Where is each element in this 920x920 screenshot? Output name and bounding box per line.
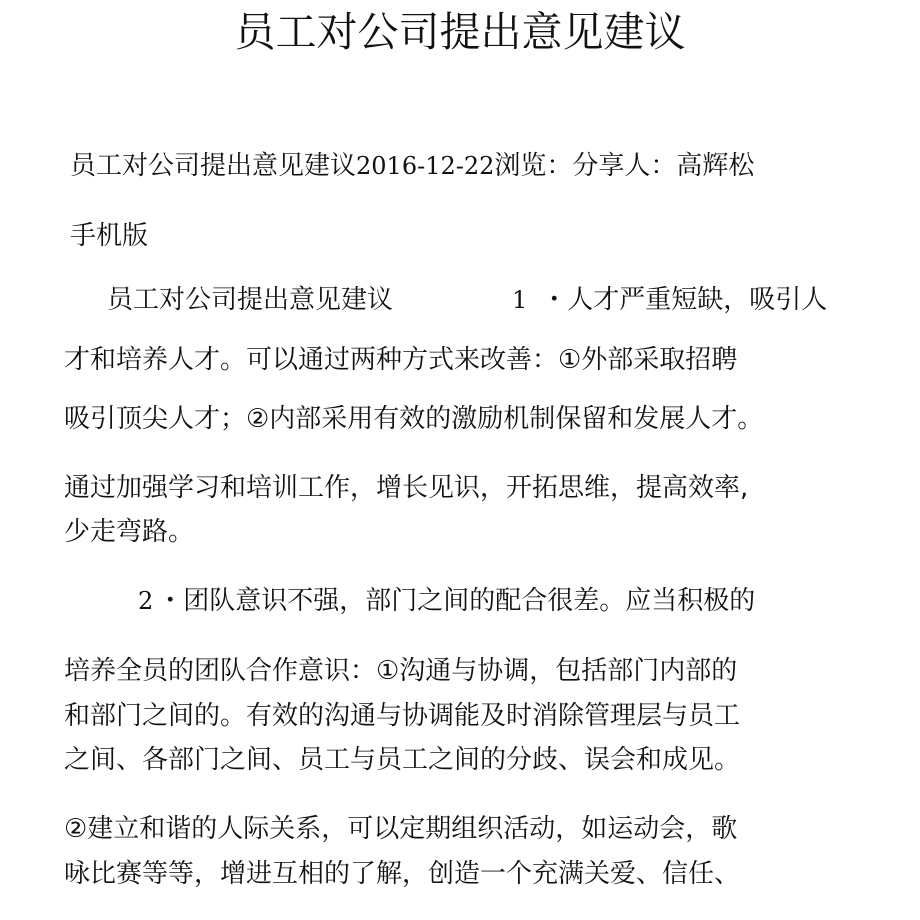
- meta-browse-share: 浏览：分享人：高辉松: [494, 151, 755, 181]
- page-title: 员工对公司提出意见建议: [234, 8, 686, 56]
- meta-line: [70, 149, 754, 183]
- section1-first-line: [512, 283, 827, 317]
- section1-line2: 才和培养人才。可以通过两种方式来改善：①外部采取招聘: [64, 345, 738, 375]
- section1-number: 1: [512, 286, 528, 314]
- study-paragraph-line1: 通过加强学习和培训工作，增长见识，开拓思维，提高效率,: [64, 473, 749, 503]
- relations-paragraph-line2: 咏比赛等等，增进互相的了解，创造一个充满关爱、信任、: [64, 859, 741, 889]
- section2-line4: 之间、各部门之间、员工与员工之间的分歧、误会和成见。: [64, 745, 741, 775]
- meta-title: 员工对公司提出意见建议: [70, 151, 357, 181]
- meta-date: 2016-12-22: [356, 152, 495, 180]
- section2-line2: 培养全员的团队合作意识：①沟通与协调，包括部门内部的: [64, 656, 738, 686]
- section2-number: 2: [138, 587, 154, 615]
- section2-first-line: [138, 584, 755, 618]
- section1-line1-text: ・人才严重短缺，吸引人: [541, 285, 828, 315]
- relations-paragraph-line1: ②建立和谐的人际关系，可以定期组织活动，如运动会，歌: [64, 814, 738, 844]
- section1-line3: 吸引顶尖人才；②内部采用有效的激励机制保留和发展人才。: [64, 404, 764, 434]
- section2-line1-text: ・团队意识不强，部门之间的配合很差。应当积极的: [157, 586, 756, 616]
- section2-line3: 和部门之间的。有效的沟通与协调能及时消除管理层与员工: [64, 701, 741, 731]
- mobile-version-label: 手机版: [70, 221, 149, 251]
- section1-heading: 员工对公司提出意见建议: [107, 285, 394, 315]
- study-paragraph-line2: 少走弯路。: [64, 517, 195, 547]
